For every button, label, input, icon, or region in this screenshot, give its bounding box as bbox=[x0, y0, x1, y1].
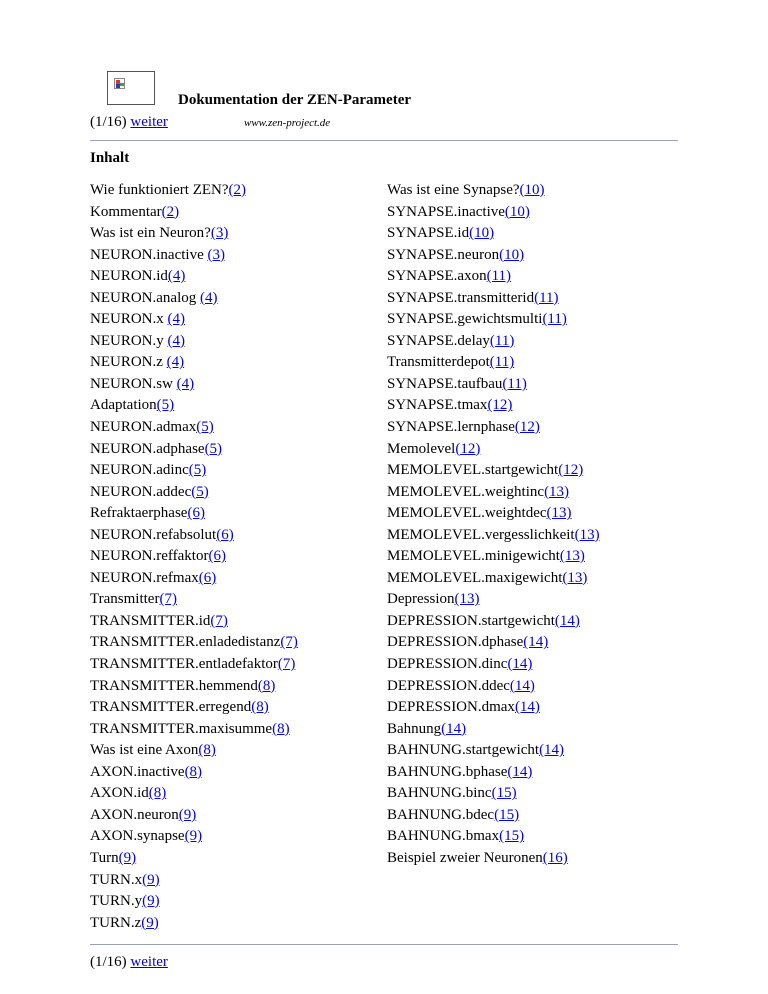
toc-page-link[interactable]: (6) bbox=[187, 505, 205, 522]
toc-page-link[interactable]: (14) bbox=[507, 656, 533, 673]
page-indicator bbox=[90, 114, 168, 131]
toc-entry bbox=[387, 180, 600, 202]
toc-page-link[interactable]: (4) bbox=[167, 332, 185, 349]
toc-entry-label: TRANSMITTER.erregend bbox=[90, 699, 252, 716]
toc-entry bbox=[90, 482, 298, 504]
toc-page-link[interactable]: (8) bbox=[257, 677, 276, 694]
toc-entry-label: DEPRESSION.dphase bbox=[387, 634, 524, 651]
toc-page-link[interactable]: (9) bbox=[118, 849, 137, 866]
toc-entry bbox=[90, 740, 298, 762]
toc-page-link[interactable]: (8) bbox=[272, 720, 290, 737]
toc-page-link[interactable]: (11) bbox=[486, 268, 512, 285]
toc-page-link[interactable]: (7) bbox=[210, 612, 228, 629]
toc-entry bbox=[90, 762, 298, 784]
toc-page-link[interactable]: (2) bbox=[161, 203, 180, 220]
toc-entry bbox=[387, 546, 600, 568]
toc-page-link[interactable]: (14) bbox=[509, 677, 535, 694]
toc-entry-label: Kommentar bbox=[90, 203, 162, 220]
toc-entry-label: TURN.y bbox=[90, 893, 143, 910]
toc-entry bbox=[387, 395, 600, 417]
toc-entry bbox=[90, 697, 298, 719]
toc-entry-label: DEPRESSION.dinc bbox=[387, 656, 508, 673]
toc-page-link[interactable]: (5) bbox=[196, 419, 214, 436]
toc-entry bbox=[90, 783, 298, 805]
toc-entry-label: Bahnung bbox=[387, 720, 442, 737]
toc-page-link[interactable]: (7) bbox=[159, 591, 177, 608]
toc-entry-label: MEMOLEVEL.vergesslichkeit bbox=[387, 526, 575, 543]
toc-page-link[interactable]: (12) bbox=[455, 440, 481, 457]
toc-entry bbox=[90, 719, 298, 741]
toc-entry bbox=[90, 848, 298, 870]
toc-page-link[interactable]: (5) bbox=[191, 483, 209, 500]
image-placeholder-icon bbox=[114, 78, 125, 89]
toc-entry bbox=[90, 352, 298, 374]
toc-entry-label: Memolevel bbox=[387, 440, 456, 457]
toc-entry bbox=[387, 309, 600, 331]
toc-entry-label: MEMOLEVEL.maxigewicht bbox=[387, 569, 563, 586]
toc-entry-label: NEURON.inactive bbox=[90, 246, 208, 263]
toc-entry bbox=[387, 482, 600, 504]
toc-entry-label: Transmitter bbox=[90, 591, 160, 608]
toc-entry bbox=[387, 848, 600, 870]
toc-entry bbox=[387, 417, 600, 439]
toc-entry bbox=[90, 202, 298, 224]
toc-entry-label: AXON.inactive bbox=[90, 763, 185, 780]
toc-entry-label: BAHNUNG.startgewicht bbox=[387, 742, 540, 759]
toc-entry bbox=[90, 891, 298, 913]
toc-entry-label: Refraktaerphase bbox=[90, 505, 188, 522]
toc-entry bbox=[90, 460, 298, 482]
toc-page-link[interactable]: (5) bbox=[188, 462, 207, 479]
toc-entry-label: DEPRESSION.dmax bbox=[387, 699, 515, 716]
toc-page-link[interactable]: (3) bbox=[207, 246, 225, 263]
toc-entry-label: NEURON.reffaktor bbox=[90, 548, 209, 565]
toc-entry-label: TRANSMITTER.enladedistanz bbox=[90, 634, 281, 651]
toc-entry-label: TRANSMITTER.maxisumme bbox=[90, 720, 273, 737]
toc-entry-label: NEURON.analog bbox=[90, 289, 200, 306]
toc-entry bbox=[387, 245, 600, 267]
toc-page-link[interactable]: (13) bbox=[562, 569, 588, 586]
toc-page-link[interactable]: (10) bbox=[519, 182, 545, 198]
toc-page-link[interactable]: (4) bbox=[167, 268, 186, 285]
toc-entry-label: BAHNUNG.bmax bbox=[387, 828, 500, 845]
toc-entry-label: TURN.x bbox=[90, 871, 143, 888]
toc-page-link[interactable]: (8) bbox=[148, 785, 167, 802]
toc-page-link[interactable]: (11) bbox=[489, 332, 515, 349]
toc-entry-label: Depression bbox=[387, 591, 455, 608]
toc-entry-label: SYNAPSE.axon bbox=[387, 268, 487, 285]
toc-entry bbox=[387, 654, 600, 676]
toc-page-link[interactable]: (2) bbox=[228, 182, 247, 198]
toc-entry-label: SYNAPSE.id bbox=[387, 225, 470, 242]
toc-page-link[interactable]: (5) bbox=[156, 397, 175, 414]
toc-page-link[interactable]: (6) bbox=[198, 569, 217, 586]
toc-page-link[interactable]: (4) bbox=[166, 354, 185, 371]
toc-page-link[interactable]: (9) bbox=[142, 871, 160, 888]
toc-entry-label: NEURON.adphase bbox=[90, 440, 205, 457]
next-page-link[interactable]: weiter bbox=[130, 114, 168, 130]
toc-entry bbox=[387, 202, 600, 224]
toc-entry-label: BAHNUNG.bphase bbox=[387, 763, 508, 780]
toc-entry-label: SYNAPSE.tmax bbox=[387, 397, 488, 414]
toc-page-link[interactable]: (14) bbox=[514, 699, 540, 716]
toc-entry bbox=[387, 568, 600, 590]
toc-entry-label: DEPRESSION.startgewicht bbox=[387, 612, 555, 629]
toc-page-link[interactable]: (13) bbox=[546, 505, 572, 522]
page-title: Dokumentation der ZEN-Parameter bbox=[178, 92, 412, 108]
toc-page-link[interactable]: (10) bbox=[469, 225, 495, 242]
toc-entry bbox=[387, 826, 600, 848]
toc-entry-label: SYNAPSE.gewichtsmulti bbox=[387, 311, 543, 328]
toc-column-left bbox=[90, 180, 298, 934]
toc-entry-label: NEURON.admax bbox=[90, 419, 197, 436]
toc-page-link[interactable]: (14) bbox=[507, 763, 533, 780]
toc-page-link[interactable]: (12) bbox=[487, 397, 513, 414]
toc-entry-label: SYNAPSE.lernphase bbox=[387, 419, 515, 436]
toc-entry bbox=[90, 266, 298, 288]
toc-page-link[interactable]: (15) bbox=[494, 806, 520, 823]
toc-entry bbox=[387, 288, 600, 310]
toc-entry bbox=[90, 395, 298, 417]
toc-page-link[interactable]: (14) bbox=[554, 612, 580, 629]
section-heading: Inhalt bbox=[90, 150, 130, 166]
toc-column-right bbox=[387, 180, 600, 870]
toc-page-link[interactable]: (4) bbox=[176, 375, 195, 392]
toc-page-link[interactable]: (8) bbox=[251, 699, 269, 716]
toc-entry bbox=[90, 654, 298, 676]
toc-page-link[interactable]: (10) bbox=[504, 203, 530, 220]
toc-entry-label: Was ist eine Synapse? bbox=[387, 182, 520, 198]
toc-entry bbox=[387, 632, 600, 654]
toc-entry bbox=[90, 417, 298, 439]
toc-entry-label: AXON.id bbox=[90, 785, 149, 802]
toc-entry bbox=[90, 805, 298, 827]
toc-entry-label: SYNAPSE.delay bbox=[387, 332, 490, 349]
toc-entry bbox=[90, 245, 298, 267]
toc-entry-label: NEURON.refabsolut bbox=[90, 526, 217, 543]
toc-page-link[interactable]: (9) bbox=[141, 914, 159, 931]
toc-entry bbox=[387, 525, 600, 547]
toc-entry bbox=[387, 374, 600, 396]
toc-entry-label: Was ist ein Neuron? bbox=[90, 225, 211, 242]
toc-entry bbox=[90, 632, 298, 654]
header-divider bbox=[90, 140, 678, 141]
toc-entry-label: Turn bbox=[90, 849, 119, 866]
toc-entry bbox=[387, 783, 600, 805]
toc-entry-label: NEURON.sw bbox=[90, 375, 177, 392]
toc-entry bbox=[90, 374, 298, 396]
page-number: (1/16) bbox=[90, 114, 127, 130]
toc-entry bbox=[387, 611, 600, 633]
toc-entry bbox=[90, 309, 298, 331]
toc-entry bbox=[90, 826, 298, 848]
toc-entry-label: Was ist eine Axon bbox=[90, 742, 199, 759]
toc-entry-label: MEMOLEVEL.weightdec bbox=[387, 505, 547, 522]
footer-next-link[interactable]: weiter bbox=[130, 954, 168, 970]
toc-page-link[interactable]: (13) bbox=[559, 548, 585, 565]
toc-entry-label: TRANSMITTER.id bbox=[90, 612, 211, 629]
toc-entry bbox=[387, 589, 600, 611]
toc-entry bbox=[387, 697, 600, 719]
toc-entry-label: NEURON.refmax bbox=[90, 569, 199, 586]
toc-entry bbox=[387, 762, 600, 784]
toc-entry bbox=[387, 503, 600, 525]
toc-entry-label: BAHNUNG.binc bbox=[387, 785, 492, 802]
toc-page-link[interactable]: (14) bbox=[523, 634, 549, 651]
toc-entry bbox=[387, 352, 600, 374]
footer-page-number: (1/16) bbox=[90, 954, 127, 970]
toc-entry bbox=[387, 740, 600, 762]
toc-entry bbox=[90, 525, 298, 547]
toc-entry-label: SYNAPSE.transmitterid bbox=[387, 289, 535, 306]
toc-entry bbox=[387, 676, 600, 698]
toc-page-link[interactable]: (13) bbox=[574, 526, 600, 543]
toc-page-link[interactable]: (15) bbox=[491, 785, 517, 802]
toc-page-link[interactable]: (16) bbox=[542, 849, 568, 866]
toc-entry bbox=[90, 676, 298, 698]
toc-page-link[interactable]: (8) bbox=[184, 763, 203, 780]
toc-entry bbox=[90, 913, 298, 935]
toc-entry bbox=[90, 546, 298, 568]
toc-page-link[interactable]: (12) bbox=[514, 419, 540, 436]
toc-entry-label: NEURON.y bbox=[90, 332, 168, 349]
toc-entry-label: BAHNUNG.bdec bbox=[387, 806, 495, 823]
toc-page-link[interactable]: (8) bbox=[198, 742, 216, 759]
toc-page-link[interactable]: (13) bbox=[544, 483, 570, 500]
toc-page-link[interactable]: (15) bbox=[499, 828, 525, 845]
toc-page-link[interactable]: (4) bbox=[199, 289, 218, 306]
toc-entry bbox=[90, 180, 298, 202]
toc-page-link[interactable]: (13) bbox=[454, 591, 480, 608]
broken-image-icon bbox=[107, 71, 155, 105]
toc-entry-label: SYNAPSE.neuron bbox=[387, 246, 500, 263]
toc-page-link[interactable]: (9) bbox=[178, 806, 197, 823]
toc-page-link[interactable]: (6) bbox=[216, 526, 234, 543]
toc-entry bbox=[90, 223, 298, 245]
toc-page-link[interactable]: (9) bbox=[142, 893, 160, 910]
toc-page-link[interactable]: (5) bbox=[204, 440, 223, 457]
toc-page-link[interactable]: (11) bbox=[534, 289, 559, 306]
toc-page-link[interactable]: (7) bbox=[277, 656, 296, 673]
toc-entry-label: NEURON.adinc bbox=[90, 462, 189, 479]
toc-entry-label: NEURON.addec bbox=[90, 483, 192, 500]
toc-entry-label: DEPRESSION.ddec bbox=[387, 677, 510, 694]
toc-page-link[interactable]: (7) bbox=[280, 634, 298, 651]
toc-page-link[interactable]: (6) bbox=[208, 548, 226, 565]
toc-entry bbox=[387, 331, 600, 353]
toc-entry-label: SYNAPSE.inactive bbox=[387, 203, 505, 220]
toc-entry bbox=[90, 331, 298, 353]
toc-entry-label: NEURON.z bbox=[90, 354, 167, 371]
toc-entry-label: MEMOLEVEL.weightinc bbox=[387, 483, 545, 500]
toc-entry bbox=[90, 439, 298, 461]
toc-entry bbox=[387, 460, 600, 482]
toc-page-link[interactable]: (14) bbox=[539, 742, 565, 759]
toc-entry-label: TURN.z bbox=[90, 914, 142, 931]
toc-entry bbox=[90, 611, 298, 633]
toc-entry-label: Transmitterdepot bbox=[387, 354, 490, 371]
toc-entry-label: SYNAPSE.taufbau bbox=[387, 375, 503, 392]
toc-page-link[interactable]: (4) bbox=[167, 311, 185, 328]
toc-entry-label: Beispiel zweier Neuronen bbox=[387, 849, 543, 866]
toc-entry bbox=[387, 439, 600, 461]
toc-entry bbox=[387, 266, 600, 288]
toc-entry bbox=[387, 805, 600, 827]
toc-entry-label: MEMOLEVEL.minigewicht bbox=[387, 548, 560, 565]
toc-page-link[interactable]: (12) bbox=[558, 462, 584, 479]
footer-nav bbox=[90, 954, 168, 971]
toc-entry bbox=[90, 870, 298, 892]
toc-entry-label: AXON.neuron bbox=[90, 806, 179, 823]
toc-page-link[interactable]: (11) bbox=[502, 375, 527, 392]
toc-entry-label: TRANSMITTER.entladefaktor bbox=[90, 656, 278, 673]
toc-entry-label: AXON.synapse bbox=[90, 828, 185, 845]
footer-divider bbox=[90, 944, 678, 945]
toc-page-link[interactable]: (11) bbox=[489, 354, 515, 371]
toc-entry-label: TRANSMITTER.hemmend bbox=[90, 677, 258, 694]
toc-entry-label: Wie funktioniert ZEN? bbox=[90, 182, 229, 198]
toc-page-link[interactable]: (14) bbox=[441, 720, 467, 737]
toc-page-link[interactable]: (3) bbox=[210, 225, 229, 242]
toc-entry bbox=[387, 223, 600, 245]
toc-entry bbox=[387, 719, 600, 741]
toc-entry-label: NEURON.id bbox=[90, 268, 168, 285]
toc-entry-label: NEURON.x bbox=[90, 311, 168, 328]
toc-entry-label: Adaptation bbox=[90, 397, 157, 414]
toc-page-link[interactable]: (9) bbox=[184, 828, 203, 845]
toc-entry-label: MEMOLEVEL.startgewicht bbox=[387, 462, 559, 479]
toc-entry bbox=[90, 589, 298, 611]
toc-entry bbox=[90, 503, 298, 525]
toc-page-link[interactable]: (10) bbox=[499, 246, 525, 263]
toc-page-link[interactable]: (11) bbox=[542, 311, 567, 328]
toc-entry bbox=[90, 288, 298, 310]
site-url: www.zen-project.de bbox=[244, 117, 331, 129]
toc-entry bbox=[90, 568, 298, 590]
